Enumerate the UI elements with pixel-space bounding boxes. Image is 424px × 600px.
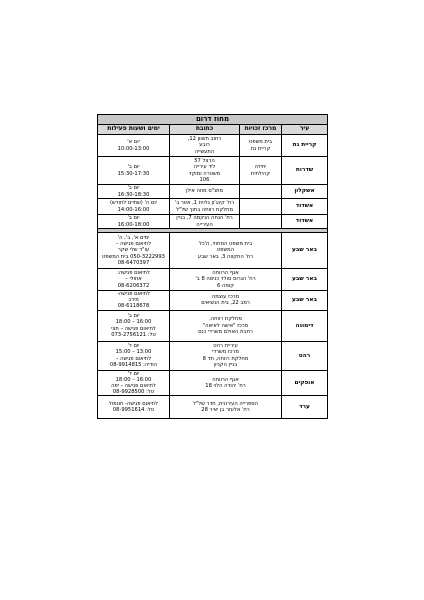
hours-cell: יום ד' 13:00 – 15:00 לתיאום פגישה – הודיה: 08-9914815: [98, 341, 170, 370]
city-cell: באר שבע: [282, 269, 328, 291]
center-cell: יחידה קהילתית: [240, 157, 282, 185]
city-cell: ערד: [282, 396, 328, 419]
address-cell: רחוב חשוון 12, רובע התעשייה: [170, 135, 240, 157]
address-cell: רח' הנחה הנקמה 7, בניין העירייה: [170, 215, 240, 229]
address-cell: מחלקת רווחה, מרכז "אישה לאישה" רחבת האולם משרדי כנס: [170, 310, 282, 341]
table-row: [98, 341, 328, 370]
hours-cell: ימים א', ב', ה' לתיאום פגישה – עו"ד שלי שקר 050-3222993 בית המשפט 08-6470397: [98, 233, 170, 269]
table-title: מחוז דרום: [98, 115, 328, 125]
hours-cell: לתיאום פגישה: אוזולי – 08-6206372: [98, 269, 170, 291]
address-cell: עיריית רהט מרכז משרדי מחלקת רווחה, תד 8 בניין הקניון: [170, 341, 282, 370]
hours-cell: לתיאום פגישה- מירב 08-6118678: [98, 291, 170, 311]
city-cell: רהט: [282, 341, 328, 370]
hours-cell: יום ב' 15:30-17:30: [98, 157, 170, 185]
address-cell: הספרייה העירונית, חדר של"ל רח' אלעזר בן יאיר 28: [170, 396, 282, 419]
header-city: עיר: [282, 125, 328, 135]
table-row: [98, 370, 328, 396]
table-row: [98, 157, 328, 185]
table-row: [98, 135, 328, 157]
address-cell: בית משפט המחוזי, ה'כל המשפט רח' התקווה 3, באר שבע: [170, 233, 282, 269]
center-cell: בית משפט קריית גת: [240, 135, 282, 157]
city-cell: אשקלון: [282, 185, 328, 199]
address-cell: מרכז עוצמה רמב 22, בית הנשיאים: [170, 291, 282, 311]
hours-cell: יום א' 10:00-13:00: [98, 135, 170, 157]
address-cell: מתנ"ס מוזה אילן: [170, 185, 240, 199]
city-cell: קריית גת: [282, 135, 328, 157]
table-row: [98, 396, 328, 419]
table-row: [98, 269, 328, 291]
south-district-table: [97, 114, 328, 419]
city-cell: אופקים: [282, 370, 328, 396]
city-cell: אשדוד: [282, 215, 328, 229]
table-row: [98, 233, 328, 269]
table-row: [98, 291, 328, 311]
address-cell: אגף הרווחה רח' הגרוס סולד כניסה 8 ב' קומה 6: [170, 269, 282, 291]
center-cell: [240, 185, 282, 199]
table-row: [98, 310, 328, 341]
header-address: כתובת: [170, 125, 240, 135]
city-cell: דימונה: [282, 310, 328, 341]
table-row: [98, 185, 328, 199]
address-cell: רח' קינג'ון גלוית 1, אזור ב' מחלקת רווחה בתוך של"ל: [170, 199, 240, 215]
address-cell: אגף הרווחה רח' יהודה הלוי 18: [170, 370, 282, 396]
address-cell: הרצל 57 ליד עירייה משטרה ומוקד 106: [170, 157, 240, 185]
hours-cell: לתיאום פגישה- חוגפול טל: 08-9951614: [98, 396, 170, 419]
table-row: [98, 199, 328, 215]
city-cell: באר שבע: [282, 233, 328, 269]
city-cell: שדרות: [282, 157, 328, 185]
hours-cell: יום ב' 16:00-18:00: [98, 215, 170, 229]
center-cell: [240, 199, 282, 215]
city-cell: אשדוד: [282, 199, 328, 215]
hours-cell: יום ב' 16:00 – 18:00 לתיאום פגישה – תצי טל: 073-2756121: [98, 310, 170, 341]
table-row: [98, 215, 328, 229]
header-hours: ימים ושעות פעילות: [98, 125, 170, 135]
hours-cell: יום ב' 16:30-18:30: [98, 185, 170, 199]
city-cell: באר שבע: [282, 291, 328, 311]
center-cell: [240, 215, 282, 229]
hours-cell: יום ה' (שתיים לחודש) 14:00-16:00: [98, 199, 170, 215]
header-center: מרכז זכויות: [240, 125, 282, 135]
hours-cell: יום ד' 16:00 – 18:00 לתיאום פגישה – יפה טל: 08-9928500: [98, 370, 170, 396]
